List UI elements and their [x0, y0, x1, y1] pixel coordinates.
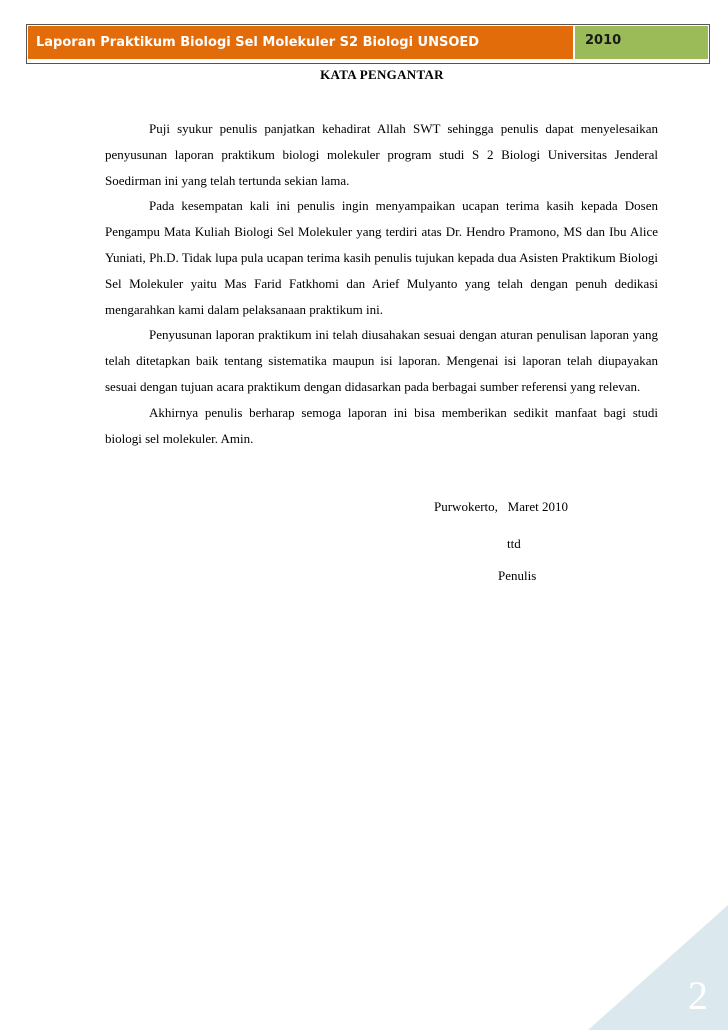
page-title: KATA PENGANTAR: [320, 67, 444, 82]
header-year: 2010: [575, 26, 708, 59]
signature-author: Penulis: [498, 568, 537, 583]
paragraph: Puji syukur penulis panjatkan kehadirat Allah SWT sehingga penulis dapat menyelesaikan penyusunan laporan praktikum biologi molekuler program studi S 2 Biologi Universitas Jenderal Soedirman ini yang telah tertunda sekian lama.: [105, 121, 658, 188]
document-body: [105, 116, 658, 451]
paragraph: Akhirnya penulis berharap semoga laporan ini bisa memberikan sedikit manfaat bagi studi biologi sel molekuler. Amin.: [105, 404, 658, 446]
signature-ttd: ttd: [507, 536, 521, 551]
signature-place-date: Purwokerto, Maret 2010: [434, 499, 568, 514]
page-header: [28, 26, 708, 59]
paragraph: Penyusunan laporan praktikum ini telah diusahakan sesuai dengan aturan penulisan laporan yang telah ditetapkan baik tentang sistematika maupun isi laporan. Mengenai isi laporan telah diupayakan sesuai dengan tujuan acara praktikum dengan didasarkan pada berbagai sumber referensi yang relevan.: [105, 327, 658, 394]
header-title: Laporan Praktikum Biologi Sel Molekuler S2 Biologi UNSOED: [28, 26, 575, 59]
paragraph: Pada kesempatan kali ini penulis ingin menyampaikan ucapan terima kasih kepada Dosen Pengampu Mata Kuliah Biologi Sel Molekuler yang terdiri atas Dr. Hendro Pramono, MS dan Ibu Alice Yuniati, Ph.D. Tidak lupa pula ucapan terima kasih penulis tujukan kepada dua Asisten Praktikum Biologi Sel Molekuler yaitu Mas Farid Fatkhomi dan Arief Mulyanto yang telah dengan penuh dedikasi mengarahkan kami dalam pelaksanaan praktikum ini.: [105, 198, 658, 317]
page-number: 2: [688, 973, 708, 1018]
